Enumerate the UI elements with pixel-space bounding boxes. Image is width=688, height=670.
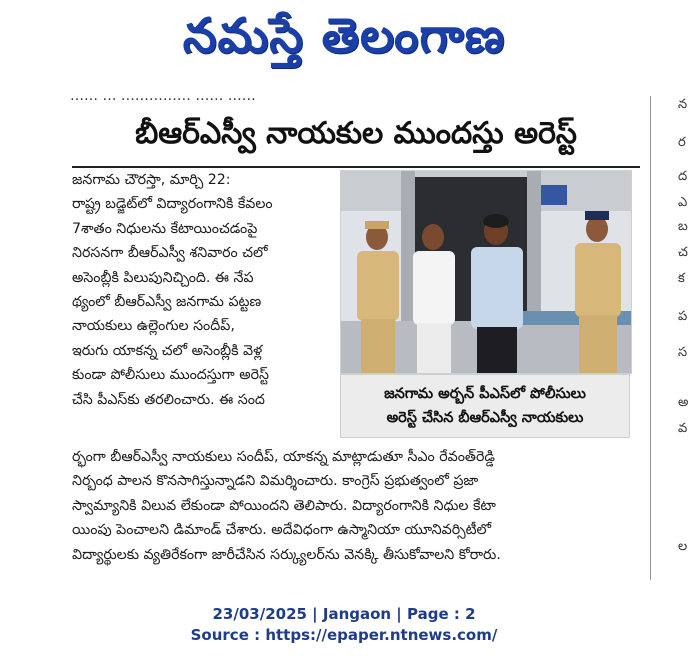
- article-headline: బీఆర్‌ఎస్వీ నాయకుల ముందస్తు అరెస్ట్: [135, 116, 577, 151]
- body-line: నిర్బంధ పాలన కొనసాగిస్తున్నాడని విమర్శించారు. కాంగ్రెస్ ప్రభుత్వంలో ప్రజా: [72, 473, 479, 490]
- bleed-glyph: బ: [678, 219, 688, 234]
- caption-line: జనగామ అర్బన్ పీఎస్‌లో పోలీసులు: [384, 386, 586, 402]
- article-left-column: [72, 168, 328, 412]
- adjacent-column-bleed: [650, 96, 688, 580]
- body-line: నిరసనగా బీఆర్‌ఎస్వీ శనివారం చలో: [72, 245, 268, 262]
- photo-caption: [340, 374, 630, 438]
- body-line: థ్యంలో బీఆర్‌ఎస్వీ జనగామ పట్టణ: [72, 294, 262, 311]
- bleed-glyph: వ: [678, 421, 688, 436]
- bleed-glyph: న: [678, 97, 688, 112]
- body-line: విద్యార్థులకు వ్యతిరేకంగా జారీచేసిన సర్క్యులర్‌ను వెనక్కి తీసుకోవాలని కోరారు.: [72, 546, 501, 563]
- body-line: నాయకులు ఉల్లెంగుల సందీప్,: [72, 318, 235, 335]
- body-line: 7శాతం నిధులను కేటాయించడంపై: [72, 220, 258, 237]
- body-line: ర్భంగా బీఆర్‌ఎస్వీ నాయకులు సందీప్, యాకన్న మాట్లాడుతూ సీఎం రేవంత్‌రెడ్డి: [72, 449, 495, 465]
- body-line: చేసి పీఎస్‌కు తరలించారు. ఈ సంద: [72, 391, 265, 408]
- bleed-glyph: ఎ: [678, 195, 688, 210]
- news-photo: [340, 170, 632, 374]
- body-line: జనగామ చౌరస్తా, మార్చి 22:: [72, 172, 231, 188]
- bleed-glyph: ల: [678, 539, 688, 554]
- body-line: రాష్ట్ర బడ్జెట్‌లో విద్యారంగానికి కేవలం: [72, 196, 273, 213]
- body-line: అసెంబ్లీకి పిలుపునిచ్చింది. ఈ నేప: [72, 269, 254, 286]
- body-line: ఇరుగు యాకన్న చలో అసెంబ్లీకి వెళ్ల: [72, 342, 263, 359]
- caption-line: అరెస్ట్ చేసిన బీఆర్‌ఎస్వీ నాయకులు: [386, 410, 584, 426]
- bleed-glyph: ర: [678, 135, 686, 150]
- police-station-photo-icon: [341, 171, 631, 373]
- footer-source: Source : https://epaper.ntnews.com/: [190, 626, 498, 644]
- masthead: [0, 0, 688, 72]
- bleed-glyph: ప: [678, 309, 688, 324]
- bleed-glyph: స: [678, 345, 688, 360]
- article-full-width-text: [72, 445, 638, 567]
- masthead-title: నమస్తే తెలంగాణ: [182, 8, 506, 64]
- body-line: కుండా పోలీసులు ముందస్తుగా అరెస్ట్: [72, 367, 269, 384]
- cut-off-previous-line: [70, 96, 642, 110]
- footer-date-edition: 23/03/2025 | Jangaon | Page : 2: [212, 605, 476, 623]
- body-line: యింపు పెంచాలని డిమాండ్ చేశారు. అదేవిధంగా ఉస్మానియా యూనివర్సిటీలో: [72, 522, 492, 539]
- bleed-glyph: క: [678, 271, 685, 286]
- news-clipping: [70, 96, 642, 580]
- bleed-glyph: చ: [678, 245, 688, 260]
- cut-off-text: …… … …………… …… ……: [70, 96, 256, 104]
- bleed-glyph: అ: [678, 395, 688, 410]
- clipping-footer: [0, 604, 688, 646]
- body-line: స్వామ్యానికి విలువ లేకుండా పోయిందని తెలిపారు. విద్యారంగానికి నిధుల కేటా: [72, 497, 496, 514]
- column-divider: [650, 96, 651, 580]
- bleed-glyph: ద: [678, 169, 688, 184]
